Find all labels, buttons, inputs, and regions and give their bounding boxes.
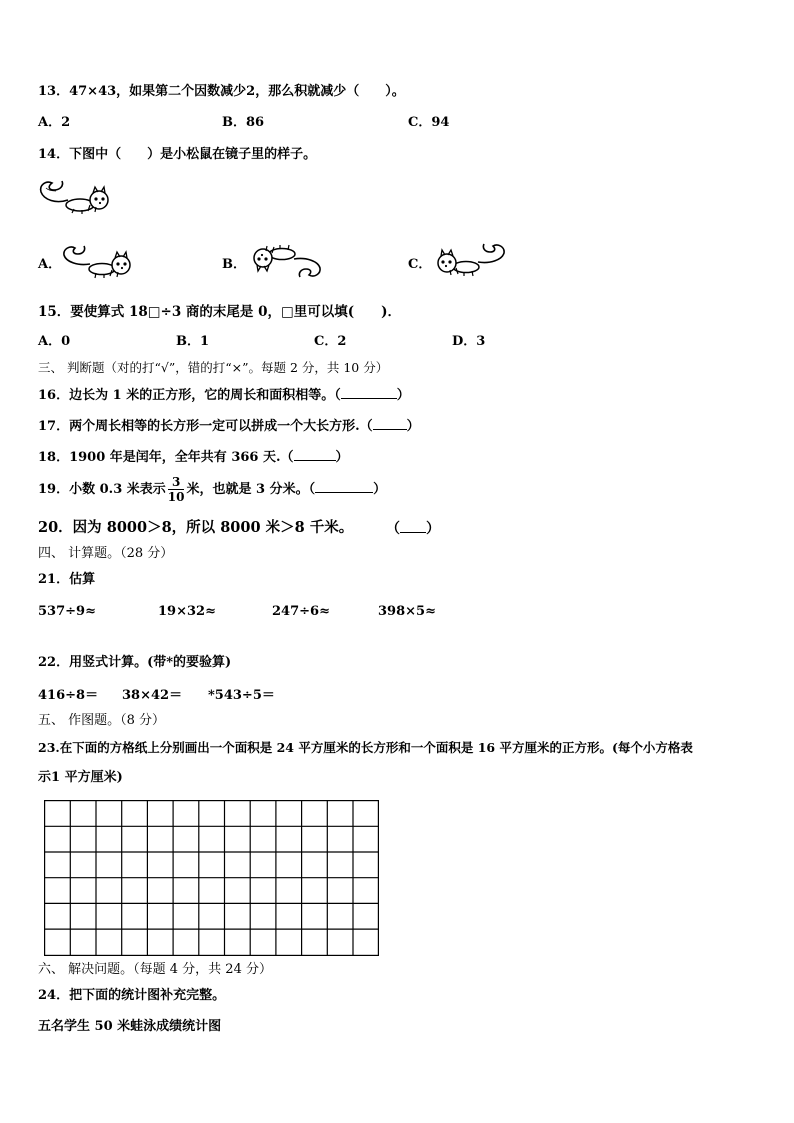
- q22-item-2: 38×42＝: [122, 688, 183, 703]
- q20-answer-blank[interactable]: [400, 520, 426, 533]
- q20-text: 20．因为 8000＞8，所以 8000 米＞8 千米。: [38, 519, 354, 536]
- q22-item-1: 416÷8＝: [38, 688, 99, 703]
- section-6-title: 六、 解决问题。（每题 4 分，共 24 分）: [38, 962, 272, 977]
- q14-option-b-label: B．: [222, 257, 246, 272]
- section-5-title: 五、 作图题。（8 分）: [38, 713, 166, 728]
- q17-text: 17．两个周长相等的长方形一定可以拼成一个大长方形.（: [38, 419, 373, 434]
- q14-stem: 14．下图中（ ）是小松鼠在镜子里的样子。: [38, 147, 317, 162]
- section-3-title: 三、 判断题（对的打“√”，错的打“×”。每题 2 分，共 10 分）: [38, 360, 389, 375]
- q22-item-3: *543÷5＝: [208, 688, 275, 703]
- q20-answer: [386, 520, 440, 537]
- q24-stem: 24．把下面的统计图补充完整。: [38, 988, 226, 1003]
- q19-denominator: 10: [167, 490, 185, 504]
- q19-before: 19．小数 0.3 米表示: [38, 482, 166, 497]
- q15-option-c: C．2: [314, 334, 347, 349]
- q21-item-3: 247÷6≈: [272, 604, 330, 619]
- q17-line: [38, 417, 420, 435]
- squirrel-option-a-image: [62, 244, 136, 280]
- q19-after: 米，也就是 3 分米。（: [186, 482, 316, 497]
- q23-line-2: 示1 平方厘米): [38, 770, 123, 785]
- q15-stem: 15．要使算式 18□÷3 商的末尾是 0，□里可以填( )．: [38, 304, 402, 320]
- q18-text: 18．1900 年是闰年，全年共有 366 天.（: [38, 450, 294, 465]
- squirrel-option-b-image: [248, 243, 322, 279]
- q18-line: [38, 448, 349, 466]
- q19-numerator: 3: [168, 475, 185, 490]
- q15-option-d: D．3: [452, 334, 486, 349]
- q20-open: （: [386, 521, 400, 537]
- q19-answer-blank[interactable]: [315, 480, 373, 493]
- q13-option-c: C．94: [408, 115, 450, 130]
- q14-option-c-label: C．: [408, 257, 432, 272]
- q21-item-1: 537÷9≈: [38, 604, 96, 619]
- q17-answer-blank[interactable]: [373, 417, 407, 430]
- q24-chart-title: 五名学生 50 米蛙泳成绩统计图: [38, 1019, 222, 1034]
- q15-option-a: A．0: [38, 334, 71, 349]
- q13-option-b: B．86: [222, 115, 265, 130]
- section-4-title: 四、 计算题。（28 分）: [38, 546, 174, 561]
- q17-close: ）: [406, 419, 420, 434]
- q21-stem: 21．估算: [38, 572, 96, 587]
- q23-line-1: 23.在下面的方格纸上分别画出一个面积是 24 平方厘米的长方形和一个面积是 16 平方厘米的正方形。(每个小方格表: [38, 740, 693, 755]
- q13-stem: 13．47×43，如果第二个因数减少2，那么积就减少（ ）。: [38, 84, 405, 99]
- q21-item-4: 398×5≈: [378, 604, 436, 619]
- q16-close: ）: [396, 388, 410, 403]
- q14-option-a-label: A．: [38, 257, 62, 272]
- q19-fraction: [168, 475, 185, 504]
- q15-option-b: B．1: [176, 334, 210, 349]
- q16-answer-blank[interactable]: [341, 386, 397, 399]
- squirrel-option-c-image: [432, 242, 506, 278]
- q13-option-a: A．2: [38, 115, 71, 130]
- q21-item-2: 19×32≈: [158, 604, 216, 619]
- q22-stem: 22．用竖式计算。(带*的要验算): [38, 655, 232, 670]
- q20-close: ）: [426, 521, 440, 537]
- q16-line: [38, 386, 410, 404]
- q18-answer-blank[interactable]: [294, 448, 336, 461]
- q16-text: 16．边长为 1 米的正方形，它的周长和面积相等。（: [38, 388, 341, 403]
- grid-paper[interactable]: [44, 800, 380, 957]
- q18-close: ）: [335, 450, 349, 465]
- q19-line: [38, 475, 386, 505]
- q19-close: ）: [373, 482, 387, 497]
- squirrel-original-image: [38, 178, 112, 218]
